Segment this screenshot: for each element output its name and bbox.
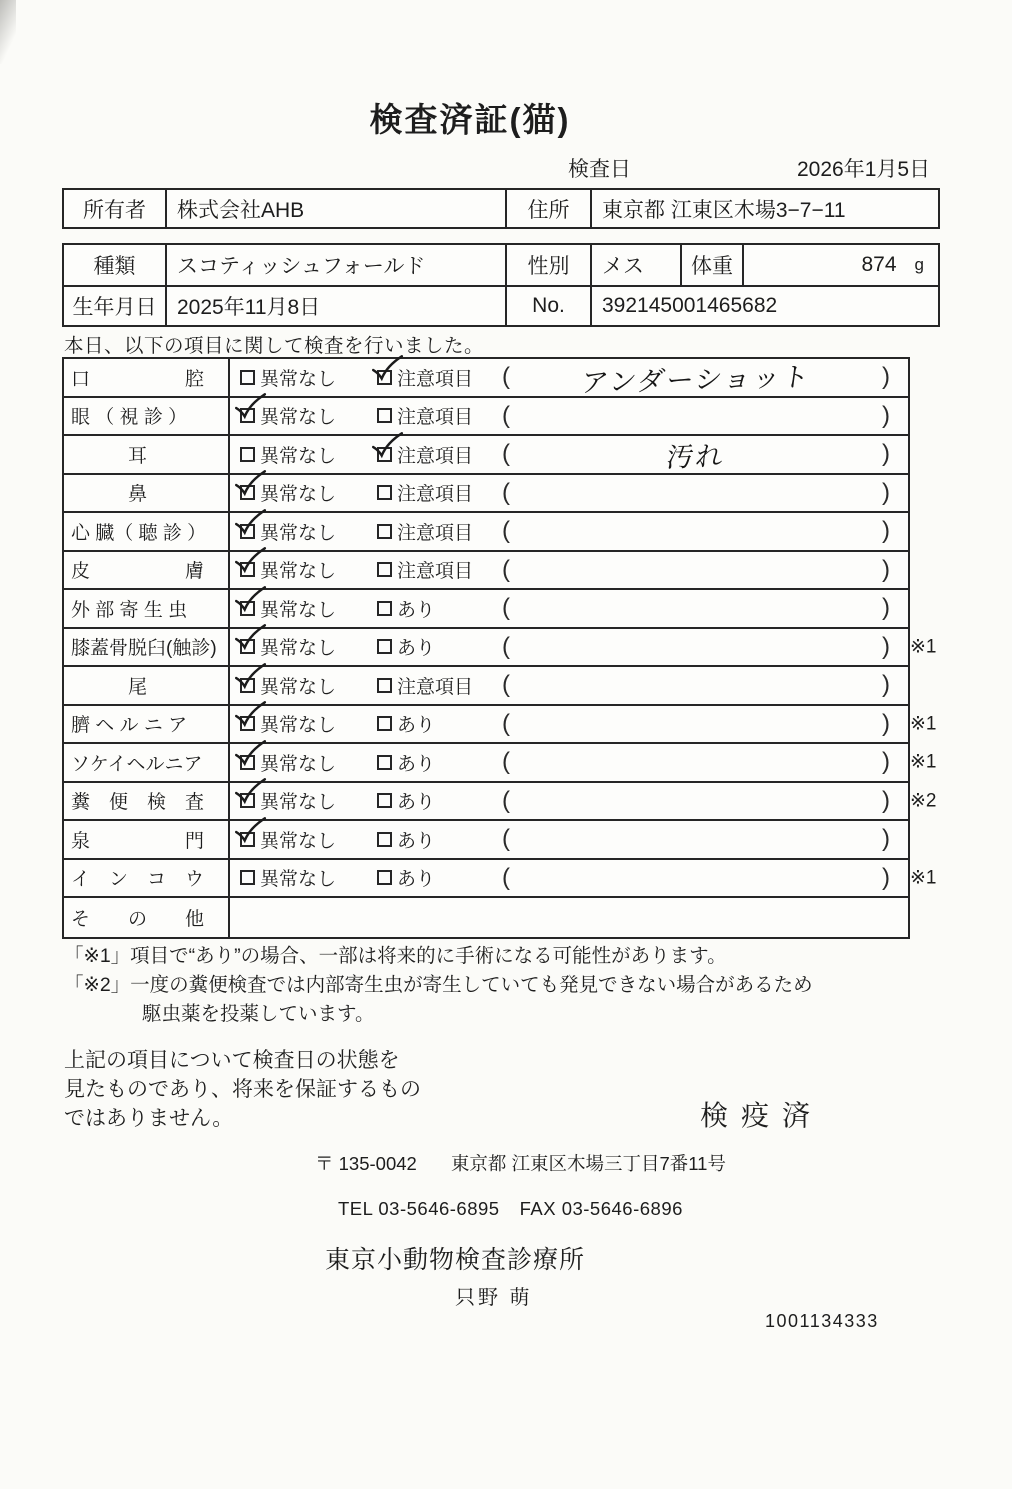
exam-row-body xyxy=(230,513,908,550)
checkbox-option-normal xyxy=(240,595,377,622)
owner-row xyxy=(64,190,938,227)
exam-row xyxy=(64,398,908,437)
checkbox xyxy=(240,408,255,423)
checkbox-option-normal xyxy=(240,402,377,429)
checkbox-label: 異常なし xyxy=(260,869,337,891)
paren-open-icon: ( xyxy=(502,401,510,429)
disclaimer-line-3: ではありません。 xyxy=(64,1107,234,1130)
clinic-address: 東京都 江東区木場三丁目7番11号 xyxy=(450,1153,726,1174)
checkbox-option-flag xyxy=(377,826,502,853)
checkbox-label: 異常なし xyxy=(260,676,337,698)
exam-item-label: 鼻 xyxy=(64,475,230,512)
exam-row xyxy=(64,860,937,899)
footnotes xyxy=(64,942,813,1029)
breed-row xyxy=(64,245,938,285)
paren-close-icon: ) xyxy=(882,555,890,583)
footnote-mark: ※1 xyxy=(910,713,937,735)
clinic-address-line xyxy=(315,1150,726,1176)
sex-label: 性別 xyxy=(507,245,592,285)
quarantine-stamp-label: 検疫済 xyxy=(700,1100,824,1131)
checkbox xyxy=(377,678,392,693)
checkbox xyxy=(377,870,392,885)
sex-value: メス xyxy=(592,245,682,285)
checkbox-option-flag xyxy=(377,441,502,468)
paren-open-icon: ( xyxy=(502,478,510,506)
checkbox-label: 異常なし xyxy=(260,638,337,660)
paren-open-icon: ( xyxy=(502,709,510,737)
exam-row-body xyxy=(230,821,908,858)
checkbox-label: あり xyxy=(397,638,436,660)
paren-close-icon: ) xyxy=(882,825,890,853)
paren-close-icon: ) xyxy=(882,748,890,776)
exam-row-body xyxy=(230,475,908,512)
checkbox-option-flag xyxy=(377,518,502,545)
checkbox xyxy=(240,601,255,616)
paren-close-icon: ) xyxy=(882,594,890,622)
exam-item-label: ソケイヘルニア xyxy=(64,744,230,781)
checkbox-label: あり xyxy=(397,715,436,737)
checkbox-label: 注意項目 xyxy=(397,368,474,390)
checkbox-label: あり xyxy=(397,830,436,852)
checkbox-label: 注意項目 xyxy=(397,445,474,467)
checkbox-option-flag xyxy=(377,595,502,622)
checkbox-option-normal xyxy=(240,710,377,737)
exam-row xyxy=(64,475,908,514)
paren-close-icon: ) xyxy=(882,478,890,506)
checkbox-option-normal xyxy=(240,633,377,660)
exam-item-label: 糞 便 検 査 xyxy=(64,783,230,820)
clinic-contact-line xyxy=(338,1198,683,1220)
footnote-2-continued: 駆虫薬を投薬しています。 xyxy=(142,1003,375,1025)
checkbox-label: 異常なし xyxy=(260,407,337,429)
checkbox-label: 異常なし xyxy=(260,715,337,737)
checkbox-label: 注意項目 xyxy=(397,484,474,506)
paren-open-icon: ( xyxy=(502,555,510,583)
no-value: 392145001465682 xyxy=(602,294,778,317)
checkbox xyxy=(377,562,392,577)
checkbox-option-flag xyxy=(377,864,502,891)
disclaimer-line-1: 上記の項目について検査日の状態を xyxy=(64,1049,400,1072)
birth-row xyxy=(64,285,938,325)
exam-row xyxy=(64,783,937,822)
exam-row-body xyxy=(230,590,908,627)
exam-row-body xyxy=(230,706,908,743)
exam-item-label: 外 部 寄 生 虫 xyxy=(64,590,230,627)
checkbox-label: 異常なし xyxy=(260,522,337,544)
footnote-1: 「※1」項目で“あり”の場合、一部は将来的に手術になる可能性があります。 xyxy=(64,945,727,967)
checkbox xyxy=(240,639,255,654)
footnote-mark: ※1 xyxy=(910,867,937,889)
exam-row-body xyxy=(230,359,908,396)
clinic-name: 東京小動物検査診療所 xyxy=(325,1246,586,1274)
exam-row-body xyxy=(230,667,908,704)
checkbox-label: あり xyxy=(397,599,436,621)
checkbox-option-flag xyxy=(377,402,502,429)
address-label: 住所 xyxy=(507,190,592,227)
exam-row xyxy=(64,436,908,475)
checkbox-label: 注意項目 xyxy=(397,561,474,583)
checkbox xyxy=(240,370,255,385)
exam-row xyxy=(64,590,908,629)
inspection-date-label: 検査日 xyxy=(568,158,631,181)
serial-number: 1001134333 xyxy=(765,1311,879,1331)
paren-close-icon: ) xyxy=(882,401,890,429)
owner-label: 所有者 xyxy=(64,190,167,227)
birth-label: 生年月日 xyxy=(64,287,167,325)
inspection-date-value: 2026年1月5日 xyxy=(797,158,931,181)
checkbox-option-flag xyxy=(377,479,502,506)
weight-value xyxy=(744,245,938,285)
disclaimer xyxy=(64,1046,421,1133)
exam-row xyxy=(64,629,937,668)
note-area xyxy=(510,358,882,397)
exam-row-body xyxy=(230,744,908,781)
checkbox-option-normal xyxy=(240,441,377,468)
clinic-postal-code: 〒 135-0042 xyxy=(315,1153,417,1174)
weight-unit: g xyxy=(914,255,924,274)
checkbox-option-flag xyxy=(377,749,502,776)
checkbox-option-flag xyxy=(377,710,502,737)
checkbox-label: あり xyxy=(397,869,436,891)
checkbox xyxy=(240,447,255,462)
checkbox xyxy=(240,832,255,847)
paren-close-icon: ) xyxy=(882,632,890,660)
breed-label: 種類 xyxy=(64,245,167,285)
paren-open-icon: ( xyxy=(502,632,510,660)
checkbox xyxy=(240,755,255,770)
exam-row-body xyxy=(230,783,908,820)
paren-open-icon: ( xyxy=(502,786,510,814)
exam-table xyxy=(62,357,937,939)
checkbox-label: 異常なし xyxy=(260,484,337,506)
exam-item-label: 耳 xyxy=(64,436,230,473)
owner-table xyxy=(62,188,940,229)
checkbox xyxy=(377,447,392,462)
scan-artifact xyxy=(0,0,16,64)
exam-row xyxy=(64,744,937,783)
paren-open-icon: ( xyxy=(502,671,510,699)
checkbox xyxy=(240,716,255,731)
exam-item-label: 心 臓（ 聴 診 ） xyxy=(64,513,230,550)
footnote-mark: ※1 xyxy=(910,751,937,773)
weight-label: 体重 xyxy=(682,245,744,285)
checkbox xyxy=(377,832,392,847)
exam-row xyxy=(64,552,908,591)
checkbox xyxy=(240,793,255,808)
checkbox xyxy=(240,562,255,577)
checkbox-label: 注意項目 xyxy=(397,522,474,544)
checkbox xyxy=(240,870,255,885)
exam-item-label: 尾 xyxy=(64,667,230,704)
paren-close-icon: ) xyxy=(882,863,890,891)
footnote-2: 「※2」一度の糞便検査では内部寄生虫が寄生していても発見できない場合があるため xyxy=(64,974,813,996)
paren-open-icon: ( xyxy=(502,517,510,545)
paren-close-icon: ) xyxy=(882,517,890,545)
exam-row xyxy=(64,706,937,745)
checkbox-label: 異常なし xyxy=(260,753,337,775)
checkbox-option-flag xyxy=(377,672,502,699)
paren-close-icon: ) xyxy=(882,786,890,814)
paren-close-icon: ) xyxy=(882,671,890,699)
exam-row-body xyxy=(230,398,908,435)
exam-item-label: 口 腔 xyxy=(64,359,230,396)
exam-row-body xyxy=(230,629,908,666)
checkbox-option-flag xyxy=(377,364,502,391)
exam-row-body xyxy=(230,898,908,937)
checkbox-label: 注意項目 xyxy=(397,407,474,429)
weight-number: 874 xyxy=(861,253,897,276)
checkbox-option-normal xyxy=(240,364,377,391)
inspection-date-line xyxy=(0,153,940,179)
checkbox-option-normal xyxy=(240,518,377,545)
checkbox-option-normal xyxy=(240,479,377,506)
birth-value: 2025年11月8日 xyxy=(167,287,507,325)
paren-open-icon: ( xyxy=(502,825,510,853)
checkbox-label: 異常なし xyxy=(260,368,337,390)
clinic-tel: TEL 03-5646-6895 xyxy=(338,1198,500,1219)
footnote-mark: ※2 xyxy=(910,790,937,812)
checkbox-option-flag xyxy=(377,787,502,814)
exam-item-label: イ ン コ ウ xyxy=(64,860,230,897)
disclaimer-line-2: 見たものであり、将来を保証するもの xyxy=(64,1078,421,1101)
checkbox xyxy=(240,678,255,693)
intro-note: 本日、以下の項目に関して検査を行いました。 xyxy=(64,335,485,357)
checkbox-option-normal xyxy=(240,749,377,776)
checkbox xyxy=(377,601,392,616)
exam-row xyxy=(64,513,908,552)
exam-row-body xyxy=(230,552,908,589)
exam-item-label: そ の 他 xyxy=(64,898,230,937)
checkbox-option-normal xyxy=(240,826,377,853)
breed-value: スコティッシュフォールド xyxy=(167,245,507,285)
no-label: No. xyxy=(507,287,592,325)
owner-value: 株式会社AHB xyxy=(167,190,507,227)
checkbox xyxy=(240,524,255,539)
clinic-fax: FAX 03-5646-6896 xyxy=(519,1198,683,1219)
checkbox-label: 異常なし xyxy=(260,561,337,583)
exam-row-body xyxy=(230,860,908,897)
exam-row xyxy=(64,821,908,860)
animal-info-table xyxy=(62,243,940,327)
checkbox-label: あり xyxy=(397,753,436,775)
exam-item-label: 泉 門 xyxy=(64,821,230,858)
paren-close-icon: ) xyxy=(882,709,890,737)
paren-open-icon: ( xyxy=(502,363,510,391)
checkbox-option-flag xyxy=(377,633,502,660)
checkbox-label: 異常なし xyxy=(260,599,337,621)
exam-item-label: 膝蓋骨脱臼(触診) xyxy=(64,629,230,666)
checkbox-label: あり xyxy=(397,792,436,814)
exam-item-label: 臍 ヘ ル ニ ア xyxy=(64,706,230,743)
checkbox-label: 異常なし xyxy=(260,792,337,814)
checkbox xyxy=(377,755,392,770)
veterinarian-name: 只野 萌 xyxy=(455,1287,533,1309)
paren-close-icon: ) xyxy=(882,363,890,391)
exam-row-body xyxy=(230,436,908,473)
exam-item-label: 皮 膚 xyxy=(64,552,230,589)
page-title: 検査済証(猫) xyxy=(369,101,571,138)
checkbox-option-normal xyxy=(240,556,377,583)
exam-row xyxy=(64,898,908,937)
checkbox-option-normal xyxy=(240,787,377,814)
checkbox xyxy=(240,485,255,500)
checkbox-option-normal xyxy=(240,864,377,891)
paren-open-icon: ( xyxy=(502,594,510,622)
checkbox xyxy=(377,408,392,423)
checkbox xyxy=(377,485,392,500)
checkbox xyxy=(377,793,392,808)
checkbox xyxy=(377,370,392,385)
note-area xyxy=(510,435,882,474)
exam-item-label: 眼 （ 視 診 ） xyxy=(64,398,230,435)
checkbox-label: 異常なし xyxy=(260,445,337,467)
checkbox-option-flag xyxy=(377,556,502,583)
checkbox-label: 注意項目 xyxy=(397,676,474,698)
handwritten-note: 汚れ xyxy=(664,440,727,473)
checkbox xyxy=(377,639,392,654)
checkbox-label: 異常なし xyxy=(260,830,337,852)
paren-open-icon: ( xyxy=(502,863,510,891)
exam-row xyxy=(64,359,908,398)
paren-close-icon: ) xyxy=(882,440,890,468)
handwritten-note: アンダーショット xyxy=(578,361,813,398)
checkbox-option-normal xyxy=(240,672,377,699)
checkbox xyxy=(377,716,392,731)
paren-open-icon: ( xyxy=(502,440,510,468)
paren-open-icon: ( xyxy=(502,748,510,776)
address-value: 東京都 江東区木場3−7−11 xyxy=(602,198,846,222)
checkbox xyxy=(377,524,392,539)
exam-row xyxy=(64,667,908,706)
footnote-mark: ※1 xyxy=(910,636,937,658)
